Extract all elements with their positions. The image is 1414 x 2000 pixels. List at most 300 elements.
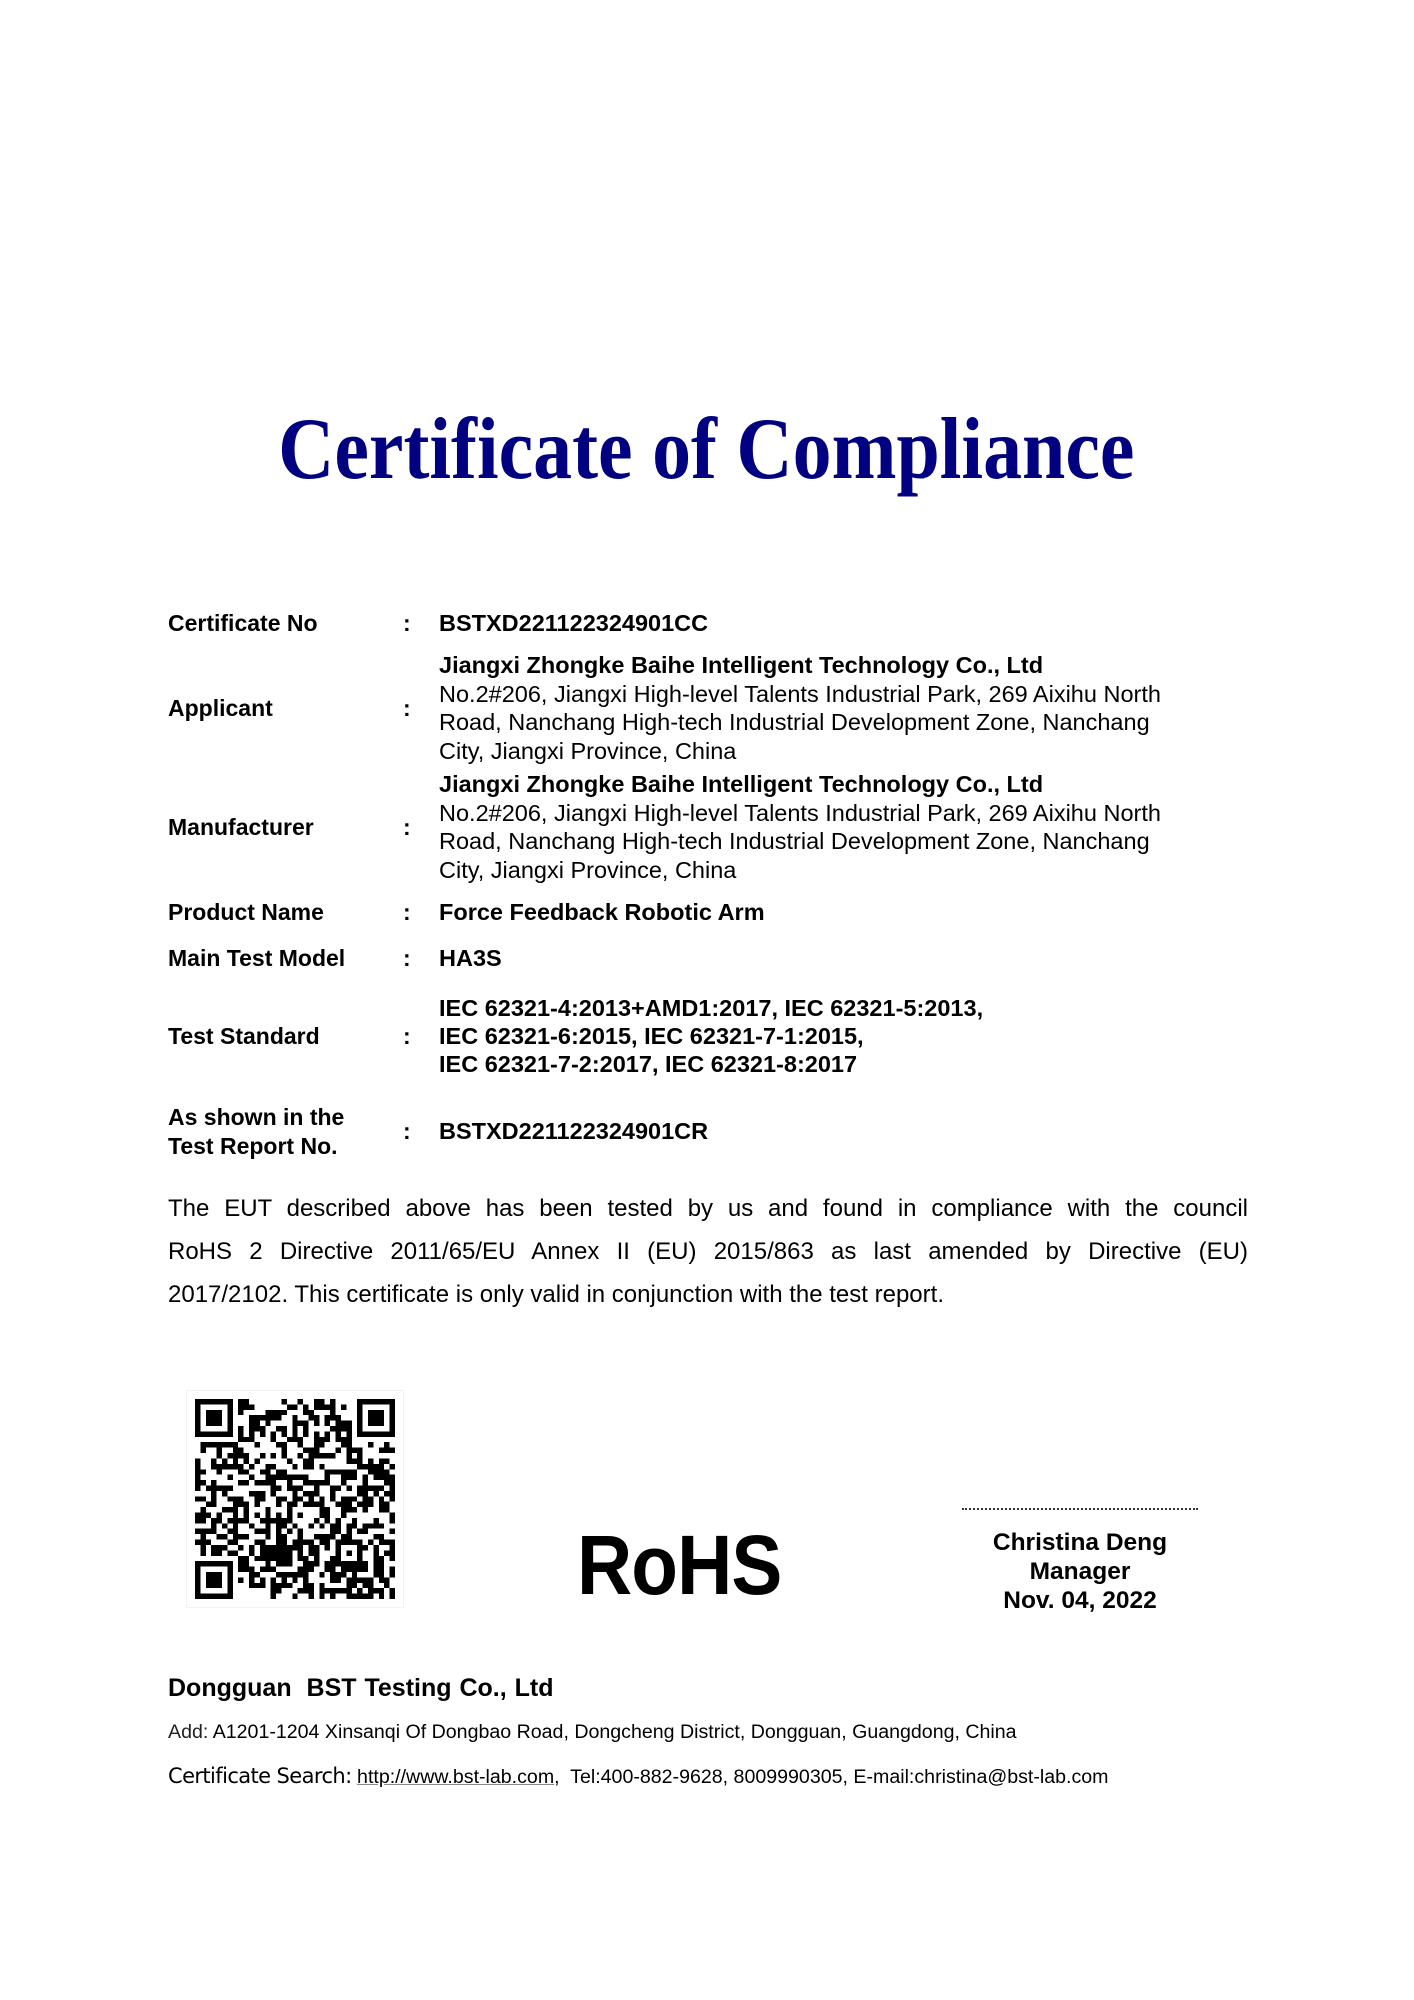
qr-module: [217, 1561, 222, 1566]
qr-module: [260, 1431, 265, 1436]
qr-module: [363, 1491, 368, 1496]
qr-module: [276, 1442, 281, 1447]
qr-module: [260, 1491, 265, 1496]
qr-module: [211, 1491, 216, 1496]
qr-module: [314, 1404, 319, 1409]
qr-module: [281, 1475, 286, 1480]
qr-module: [319, 1572, 324, 1577]
qr-module: [357, 1594, 362, 1599]
qr-module: [249, 1572, 254, 1577]
qr-module: [200, 1540, 205, 1545]
qr-module: [346, 1577, 351, 1582]
qr-module: [211, 1502, 216, 1507]
qr-module: [211, 1421, 216, 1426]
qr-module: [336, 1431, 341, 1436]
qr-module: [244, 1458, 249, 1463]
qr-module: [271, 1583, 276, 1588]
qr-module: [352, 1496, 357, 1501]
qr-module: [373, 1415, 378, 1420]
qr-module: [368, 1577, 373, 1582]
qr-module: [271, 1480, 276, 1485]
qr-module: [379, 1577, 384, 1582]
qr-module: [287, 1437, 292, 1442]
qr-module: [314, 1480, 319, 1485]
qr-module: [292, 1545, 297, 1550]
qr-module: [287, 1572, 292, 1577]
qr-module: [363, 1529, 368, 1534]
qr-module: [346, 1426, 351, 1431]
qr-module: [233, 1448, 238, 1453]
qr-module: [314, 1485, 319, 1490]
qr-module: [346, 1594, 351, 1599]
qr-module: [346, 1561, 351, 1566]
qr-module: [271, 1431, 276, 1436]
qr-module: [341, 1442, 346, 1447]
qr-module: [390, 1464, 395, 1469]
qr-module: [244, 1502, 249, 1507]
qr-module: [217, 1469, 222, 1474]
qr-module: [319, 1464, 324, 1469]
qr-module: [298, 1437, 303, 1442]
qr-module: [217, 1448, 222, 1453]
qr-module: [303, 1464, 308, 1469]
qr-module: [281, 1442, 286, 1447]
test-report-number: BSTXD221122324901CR: [439, 1118, 709, 1144]
qr-module: [319, 1399, 324, 1404]
qr-module: [227, 1507, 232, 1512]
qr-module: [211, 1572, 216, 1577]
qr-module: [200, 1431, 205, 1436]
qr-module: [346, 1475, 351, 1480]
qr-module: [373, 1485, 378, 1490]
qr-module: [384, 1475, 389, 1480]
qr-module: [357, 1529, 362, 1534]
qr-module: [276, 1496, 281, 1501]
qr-module: [309, 1561, 314, 1566]
qr-module: [271, 1577, 276, 1582]
qr-module: [373, 1410, 378, 1415]
qr-module: [352, 1594, 357, 1599]
qr-module: [298, 1421, 303, 1426]
qr-module: [244, 1469, 249, 1474]
qr-module: [211, 1550, 216, 1555]
qr-module: [265, 1469, 270, 1474]
qr-module: [265, 1507, 270, 1512]
qr-module: [309, 1502, 314, 1507]
qr-module: [276, 1502, 281, 1507]
qr-module: [303, 1502, 308, 1507]
qr-module: [276, 1415, 281, 1420]
qr-module: [325, 1480, 330, 1485]
manufacturer-details: [439, 770, 1161, 885]
qr-module: [298, 1550, 303, 1555]
qr-module: [357, 1561, 362, 1566]
qr-module: [336, 1502, 341, 1507]
qr-module: [325, 1540, 330, 1545]
qr-module: [260, 1529, 265, 1534]
qr-module: [357, 1545, 362, 1550]
qr-module: [249, 1431, 254, 1436]
qr-module: [368, 1485, 373, 1490]
qr-module: [384, 1458, 389, 1463]
qr-module: [341, 1561, 346, 1566]
qr-module: [265, 1421, 270, 1426]
qr-module: [244, 1404, 249, 1409]
qr-module: [390, 1513, 395, 1518]
qr-module: [276, 1410, 281, 1415]
qr-module: [211, 1529, 216, 1534]
qr-module: [292, 1431, 297, 1436]
qr-module: [254, 1421, 259, 1426]
qr-module: [249, 1550, 254, 1555]
qr-module: [244, 1534, 249, 1539]
qr-module: [238, 1431, 243, 1436]
qr-module: [330, 1485, 335, 1490]
qr-module: [281, 1518, 286, 1523]
qr-module: [379, 1502, 384, 1507]
qr-module: [336, 1550, 341, 1555]
qr-module: [265, 1556, 270, 1561]
qr-module: [233, 1464, 238, 1469]
qr-module: [379, 1588, 384, 1593]
qr-module: [303, 1572, 308, 1577]
qr-module: [363, 1567, 368, 1572]
manufacturer-address-line: No.2#206, Jiangxi High-level Talents Industrial Park, 269 Aixihu North: [439, 799, 1161, 826]
qr-module: [287, 1550, 292, 1555]
qr-module: [379, 1431, 384, 1436]
field-colon: :: [403, 814, 411, 840]
qr-module: [238, 1502, 243, 1507]
qr-module: [265, 1480, 270, 1485]
qr-module: [254, 1502, 259, 1507]
qr-module: [222, 1507, 227, 1512]
qr-module: [287, 1475, 292, 1480]
qr-module: [298, 1534, 303, 1539]
qr-module: [292, 1485, 297, 1490]
qr-module: [357, 1464, 362, 1469]
qr-module: [276, 1561, 281, 1566]
qr-module: [357, 1491, 362, 1496]
qr-module: [260, 1453, 265, 1458]
qr-module: [352, 1469, 357, 1474]
qr-module: [303, 1556, 308, 1561]
qr-module: [368, 1540, 373, 1545]
qr-module: [271, 1410, 276, 1415]
qr-module: [330, 1529, 335, 1534]
qr-module: [233, 1502, 238, 1507]
qr-module: [379, 1469, 384, 1474]
statement-line: The EUT described above has been tested by us and found in compliance with the council: [168, 1195, 1248, 1222]
qr-module: [303, 1426, 308, 1431]
qr-module: [287, 1529, 292, 1534]
qr-module: [341, 1437, 346, 1442]
qr-module: [314, 1502, 319, 1507]
qr-module: [325, 1453, 330, 1458]
qr-module: [336, 1540, 341, 1545]
qr-module: [336, 1469, 341, 1474]
qr-module: [271, 1437, 276, 1442]
qr-module: [265, 1464, 270, 1469]
qr-module: [195, 1588, 200, 1593]
qr-module: [238, 1556, 243, 1561]
qr-module: [341, 1480, 346, 1485]
qr-module: [254, 1583, 259, 1588]
qr-module: [314, 1442, 319, 1447]
qr-module: [238, 1448, 243, 1453]
qr-module: [238, 1399, 243, 1404]
qr-module: [357, 1556, 362, 1561]
qr-module: [319, 1588, 324, 1593]
qr-module: [298, 1529, 303, 1534]
qr-module: [238, 1518, 243, 1523]
qr-module: [336, 1437, 341, 1442]
qr-module: [244, 1480, 249, 1485]
qr-module: [254, 1513, 259, 1518]
qr-module: [200, 1545, 205, 1550]
qr-module: [319, 1513, 324, 1518]
qr-module: [227, 1561, 232, 1566]
qr-module: [287, 1583, 292, 1588]
qr-module: [276, 1523, 281, 1528]
qr-module: [227, 1594, 232, 1599]
qr-module: [222, 1561, 227, 1566]
product-name: Force Feedback Robotic Arm: [439, 899, 765, 925]
qr-module: [309, 1594, 314, 1599]
signatory-name: Christina Deng: [992, 1529, 1168, 1556]
field-colon: :: [403, 695, 411, 721]
qr-module: [390, 1399, 395, 1404]
qr-module: [341, 1507, 346, 1512]
qr-module: [292, 1404, 297, 1409]
qr-module: [227, 1577, 232, 1582]
qr-module: [222, 1399, 227, 1404]
qr-module: [319, 1502, 324, 1507]
certificate-title: [0, 400, 1414, 500]
qr-module: [217, 1453, 222, 1458]
qr-module: [292, 1421, 297, 1426]
qr-module: [287, 1502, 292, 1507]
qr-module: [379, 1594, 384, 1599]
qr-module: [390, 1572, 395, 1577]
qr-module: [384, 1399, 389, 1404]
qr-module: [265, 1550, 270, 1555]
qr-module: [357, 1453, 362, 1458]
qr-module: [373, 1469, 378, 1474]
qr-module: [254, 1426, 259, 1431]
qr-module: [346, 1507, 351, 1512]
qr-module: [357, 1426, 362, 1431]
qr-module: [336, 1529, 341, 1534]
statement-line: RoHS 2 Directive 2011/65/EU Annex II (EU) 2015/863 as last amended by Directive (EU): [168, 1238, 1248, 1265]
qr-module: [254, 1480, 259, 1485]
qr-module: [244, 1567, 249, 1572]
qr-module: [319, 1453, 324, 1458]
qr-module: [357, 1421, 362, 1426]
qr-module: [244, 1437, 249, 1442]
qr-module: [271, 1588, 276, 1593]
qr-module: [271, 1594, 276, 1599]
qr-module: [281, 1545, 286, 1550]
qr-module: [195, 1594, 200, 1599]
qr-module: [217, 1464, 222, 1469]
qr-module: [309, 1448, 314, 1453]
url-separator: ,: [554, 1766, 560, 1788]
address-prefix: Add:: [168, 1721, 209, 1743]
qr-module: [390, 1496, 395, 1501]
qr-module: [298, 1540, 303, 1545]
qr-module: [341, 1572, 346, 1577]
manufacturer-name: Jiangxi Zhongke Baihe Intelligent Technology Co., Ltd: [439, 771, 1044, 797]
qr-module: [195, 1458, 200, 1463]
qr-module: [233, 1540, 238, 1545]
test-standard-line: IEC 62321-6:2015, IEC 62321-7-1:2015,: [439, 1023, 864, 1049]
qr-module: [373, 1545, 378, 1550]
qr-module: [200, 1469, 205, 1474]
qr-module: [363, 1577, 368, 1582]
qr-module: [249, 1464, 254, 1469]
qr-module: [368, 1594, 373, 1599]
qr-module: [319, 1594, 324, 1599]
qr-module: [341, 1426, 346, 1431]
qr-module: [346, 1502, 351, 1507]
qr-module: [271, 1550, 276, 1555]
qr-module: [341, 1502, 346, 1507]
qr-module: [314, 1399, 319, 1404]
qr-module: [281, 1453, 286, 1458]
qr-module: [281, 1540, 286, 1545]
qr-module: [260, 1583, 265, 1588]
qr-module: [330, 1426, 335, 1431]
qr-module: [298, 1545, 303, 1550]
qr-module: [325, 1431, 330, 1436]
qr-module: [298, 1556, 303, 1561]
manufacturer-address-line: Road, Nanchang High-tech Industrial Development Zone, Nanchang: [439, 828, 1150, 855]
qr-module: [352, 1523, 357, 1528]
certificate-number: BSTXD221122324901CC: [439, 610, 709, 636]
qr-module: [384, 1480, 389, 1485]
qr-module: [368, 1458, 373, 1463]
qr-module: [217, 1550, 222, 1555]
signature-line: [962, 1508, 1198, 1510]
qr-module: [390, 1421, 395, 1426]
qr-module: [309, 1458, 314, 1463]
qr-module: [303, 1404, 308, 1409]
qr-module: [303, 1448, 308, 1453]
qr-module: [265, 1567, 270, 1572]
qr-module: [390, 1426, 395, 1431]
qr-module: [379, 1567, 384, 1572]
qr-module: [206, 1421, 211, 1426]
qr-module: [390, 1485, 395, 1490]
qr-module: [303, 1577, 308, 1582]
test-standard-list: [439, 994, 983, 1078]
qr-module: [227, 1529, 232, 1534]
qr-module: [341, 1469, 346, 1474]
qr-module: [363, 1583, 368, 1588]
qr-module: [336, 1518, 341, 1523]
qr-module: [298, 1453, 303, 1458]
qr-module: [346, 1448, 351, 1453]
qr-module: [238, 1534, 243, 1539]
qr-module: [254, 1442, 259, 1447]
qr-module: [271, 1491, 276, 1496]
qr-module: [346, 1437, 351, 1442]
qr-module: [357, 1485, 362, 1490]
qr-module: [379, 1458, 384, 1463]
qr-module: [211, 1545, 216, 1550]
qr-module: [281, 1410, 286, 1415]
qr-module: [222, 1594, 227, 1599]
qr-module: [249, 1437, 254, 1442]
qr-module: [330, 1572, 335, 1577]
qr-module: [292, 1572, 297, 1577]
qr-module: [368, 1410, 373, 1415]
qr-module: [292, 1577, 297, 1582]
qr-module: [292, 1475, 297, 1480]
qr-module: [265, 1545, 270, 1550]
qr-module: [336, 1421, 341, 1426]
qr-module: [325, 1545, 330, 1550]
qr-module: [319, 1496, 324, 1501]
qr-module: [314, 1534, 319, 1539]
qr-module: [330, 1453, 335, 1458]
qr-module: [346, 1550, 351, 1555]
qr-module: [309, 1480, 314, 1485]
qr-module: [244, 1513, 249, 1518]
qr-module: [379, 1399, 384, 1404]
qr-module: [346, 1567, 351, 1572]
qr-module: [265, 1410, 270, 1415]
qr-module: [211, 1415, 216, 1420]
qr-module: [379, 1523, 384, 1528]
applicant-address-line: City, Jiangxi Province, China: [439, 738, 737, 765]
qr-module: [325, 1437, 330, 1442]
qr-module: [303, 1491, 308, 1496]
qr-module: [233, 1523, 238, 1528]
qr-module: [384, 1507, 389, 1512]
qr-module: [368, 1583, 373, 1588]
qr-module: [292, 1464, 297, 1469]
qr-module: [211, 1561, 216, 1566]
qr-module: [227, 1550, 232, 1555]
qr-module: [298, 1399, 303, 1404]
qr-module: [368, 1523, 373, 1528]
qr-module: [217, 1442, 222, 1447]
qr-module: [244, 1518, 249, 1523]
qr-module: [336, 1523, 341, 1528]
qr-module: [336, 1426, 341, 1431]
qr-module: [303, 1480, 308, 1485]
field-label-line: As shown in the: [168, 1104, 345, 1130]
qr-module: [254, 1496, 259, 1501]
qr-module: [341, 1540, 346, 1545]
qr-module: [222, 1431, 227, 1436]
qr-module: [195, 1513, 200, 1518]
qr-module: [217, 1431, 222, 1436]
qr-module: [195, 1421, 200, 1426]
qr-module: [271, 1518, 276, 1523]
qr-module: [373, 1464, 378, 1469]
qr-module: [319, 1404, 324, 1409]
qr-module: [227, 1572, 232, 1577]
qr-module: [206, 1442, 211, 1447]
qr-module: [276, 1556, 281, 1561]
qr-module: [352, 1458, 357, 1463]
qr-module: [373, 1523, 378, 1528]
website-link[interactable]: http://www.bst-lab.com: [357, 1766, 555, 1788]
qr-module: [276, 1513, 281, 1518]
qr-module: [265, 1475, 270, 1480]
